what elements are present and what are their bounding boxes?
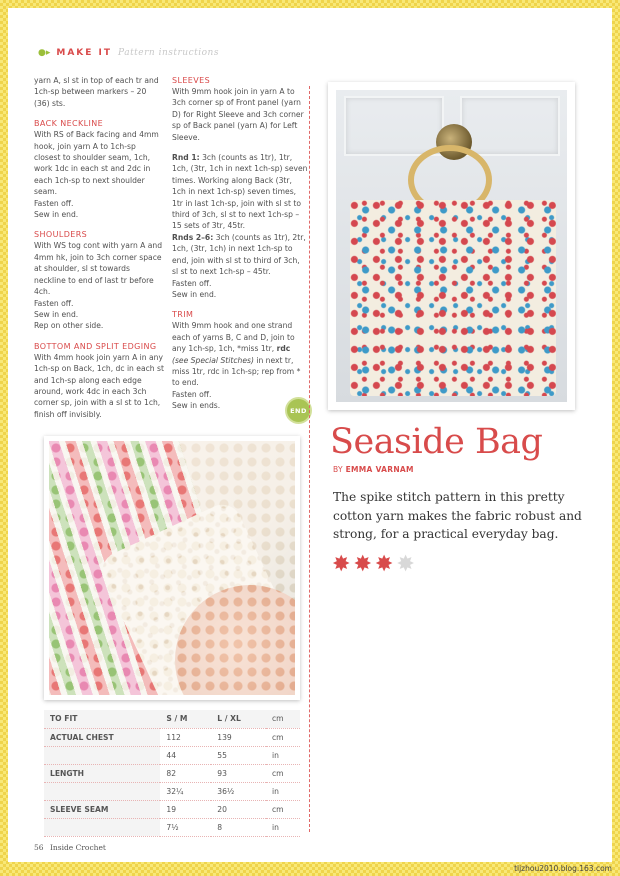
rnd1-label: Rnd 1:: [172, 153, 200, 163]
sleeves-fasten: Fasten off.: [172, 278, 212, 288]
table-header: cm: [266, 710, 300, 728]
table-cell: 139: [211, 728, 266, 746]
table-cell: 7½: [160, 818, 211, 836]
bag-photo-image: [336, 90, 567, 402]
trim-special: (see Special Stitches): [172, 355, 254, 365]
page-footer: [34, 843, 106, 852]
table-cell: 19: [160, 800, 211, 818]
table-cell: cm: [266, 728, 300, 746]
table-cell: 55: [211, 746, 266, 764]
byline-by: BY: [333, 465, 343, 474]
table-row: [44, 800, 300, 818]
lace-mesh: [49, 441, 295, 695]
table-cell: [44, 782, 160, 800]
sleeves-sew: Sew in end.: [172, 289, 217, 299]
sleeves-intro: With 9mm hook join in yarn A to 3ch corner sp of Front panel (yarn D) for Right Sleeve and 3ch corner sp of Back panel (yarn A) for Left Sleeve.: [172, 87, 304, 142]
table-cell: 32¼: [160, 782, 211, 800]
table-body: [44, 728, 300, 836]
table-cell: [44, 746, 160, 764]
table-row: [44, 728, 300, 746]
table-cell: 20: [211, 800, 266, 818]
door-panel: [344, 96, 444, 156]
column-divider: [309, 86, 310, 832]
pattern-column-2: [172, 75, 308, 412]
table-cell: in: [266, 782, 300, 800]
table-row: [44, 818, 300, 836]
trim-rdc: rdc: [276, 344, 291, 354]
rnds26-label: Rnds 2–6:: [172, 232, 214, 242]
shoulders-sew: Sew in end.: [34, 309, 79, 319]
rnd1-paragraph: [172, 152, 308, 232]
trim-paragraph: [172, 320, 308, 388]
table-cell: in: [266, 746, 300, 764]
sleeves-heading: SLEEVES: [172, 76, 211, 85]
crochet-detail-image: [49, 441, 295, 695]
end-badge: END: [285, 397, 312, 424]
bottom-edging-text: With 4mm hook join yarn A in any 1ch-sp on Back, 1ch, dc in each st and 1ch-sp along each edge around, work 4dc in each 3ch corner sp, join with a sl st to 1ch, finish off invisibly.: [34, 352, 164, 419]
pattern-column-1: [34, 75, 164, 420]
table-cell: in: [266, 818, 300, 836]
star-empty-icon: ✸: [396, 552, 415, 577]
author-name: EMMA VARNAM: [345, 465, 414, 474]
back-neckline-fasten: Fasten off.: [34, 198, 74, 208]
trim-text-a: With 9mm hook and one strand each of yarns B, C and D, join to any 1ch-sp, 1ch, *miss 1tr,: [172, 321, 295, 354]
trim-sew: Sew in ends.: [172, 401, 221, 411]
shoulders-fasten: Fasten off.: [34, 298, 74, 308]
intro-blurb: The spike stitch pattern in this pretty cotton yarn makes the fabric robust and strong, for a practical everyday bag.: [333, 490, 582, 541]
header-subtitle: Pattern instructions: [118, 48, 219, 58]
crochet-detail-photo: [44, 436, 300, 700]
table-cell: 112: [160, 728, 211, 746]
table-cell: [44, 818, 160, 836]
table-header-row: [44, 710, 300, 728]
table-header: TO FIT: [44, 710, 160, 728]
back-neckline-text: With RS of Back facing and 4mm hook, join yarn A to 1ch-sp closest to shoulder seam, 1ch, work 1dc in each st and 2dc in each 1ch-sp to next shoulder seam.: [34, 130, 159, 197]
trim-heading: TRIM: [172, 310, 194, 320]
page-number: 56: [34, 843, 44, 852]
table-row: [44, 764, 300, 782]
rnds26-text: 3ch (counts as 1tr), 2tr, 1ch, (3tr, 1ch) in next 1ch-sp to end, join with sl st to third of 3ch, sl st to next 1ch-sp – 45tr.: [172, 232, 306, 277]
table-cell: LENGTH: [44, 764, 160, 782]
star-filled-icon: ✸: [353, 552, 372, 577]
page-title: Seaside Bag: [330, 422, 543, 462]
table-row: [44, 782, 300, 800]
bag-photo: [328, 82, 575, 410]
table-cell: cm: [266, 800, 300, 818]
crochet-bag: [350, 200, 556, 396]
table-cell: 93: [211, 764, 266, 782]
byline: [333, 465, 414, 474]
size-table: [44, 710, 300, 837]
table-header: L / XL: [211, 710, 266, 728]
trim-text-b: in next tr, miss 1tr, rdc in 1ch-sp; rep from * to end.: [172, 355, 301, 388]
back-neckline-sew: Sew in end.: [34, 210, 79, 220]
table-cell: SLEEVE SEAM: [44, 800, 160, 818]
table-cell: cm: [266, 764, 300, 782]
intro-text: yarn A, sl st in top of each tr and 1ch-sp between markers – 20 (36) sts.: [34, 76, 159, 108]
back-neckline-heading: BACK NECKLINE: [34, 119, 104, 129]
watermark: tljzhou2010.blog.163.com: [514, 864, 612, 873]
door-panel: [460, 96, 560, 156]
shoulders-text: With WS tog cont with yarn A and 4mm hk, join to 3ch corner space at shoulder, sl st towards neckline to end of last tr before 4ch.: [34, 241, 163, 297]
table-cell: 82: [160, 764, 211, 782]
section-header: [38, 46, 219, 60]
table-cell: 8: [211, 818, 266, 836]
trim-fasten: Fasten off.: [172, 389, 212, 399]
table-cell: ACTUAL CHEST: [44, 728, 160, 746]
table-header: S / M: [160, 710, 211, 728]
bottom-edging-heading: BOTTOM AND SPLIT EDGING: [34, 341, 157, 351]
table-cell: 44: [160, 746, 211, 764]
magazine-name: Inside Crochet: [49, 843, 106, 852]
shoulders-repeat: Rep on other side.: [34, 321, 104, 331]
rnds26-paragraph: [172, 232, 308, 278]
arrow-icon: ●▸: [38, 48, 51, 58]
shoulders-heading: SHOULDERS: [34, 230, 88, 240]
rnd1-text: 3ch (counts as 1tr), 1tr, 1ch, (3tr, 1ch in next 1ch-sp) seven times. Working along Back (3tr, 1ch in next 1ch-sp) seven times, 1tr in last 1ch-sp, join with sl st to third of 3ch, sl st to next 1ch-sp – 15 sets of 3tr, 45tr.: [172, 153, 308, 231]
star-filled-icon: ✸: [374, 552, 394, 577]
difficulty-rating: [332, 554, 415, 576]
table-cell: 36½: [211, 782, 266, 800]
table-row: [44, 746, 300, 764]
header-title: MAKE IT: [56, 48, 113, 58]
star-filled-icon: ✸: [332, 552, 351, 577]
